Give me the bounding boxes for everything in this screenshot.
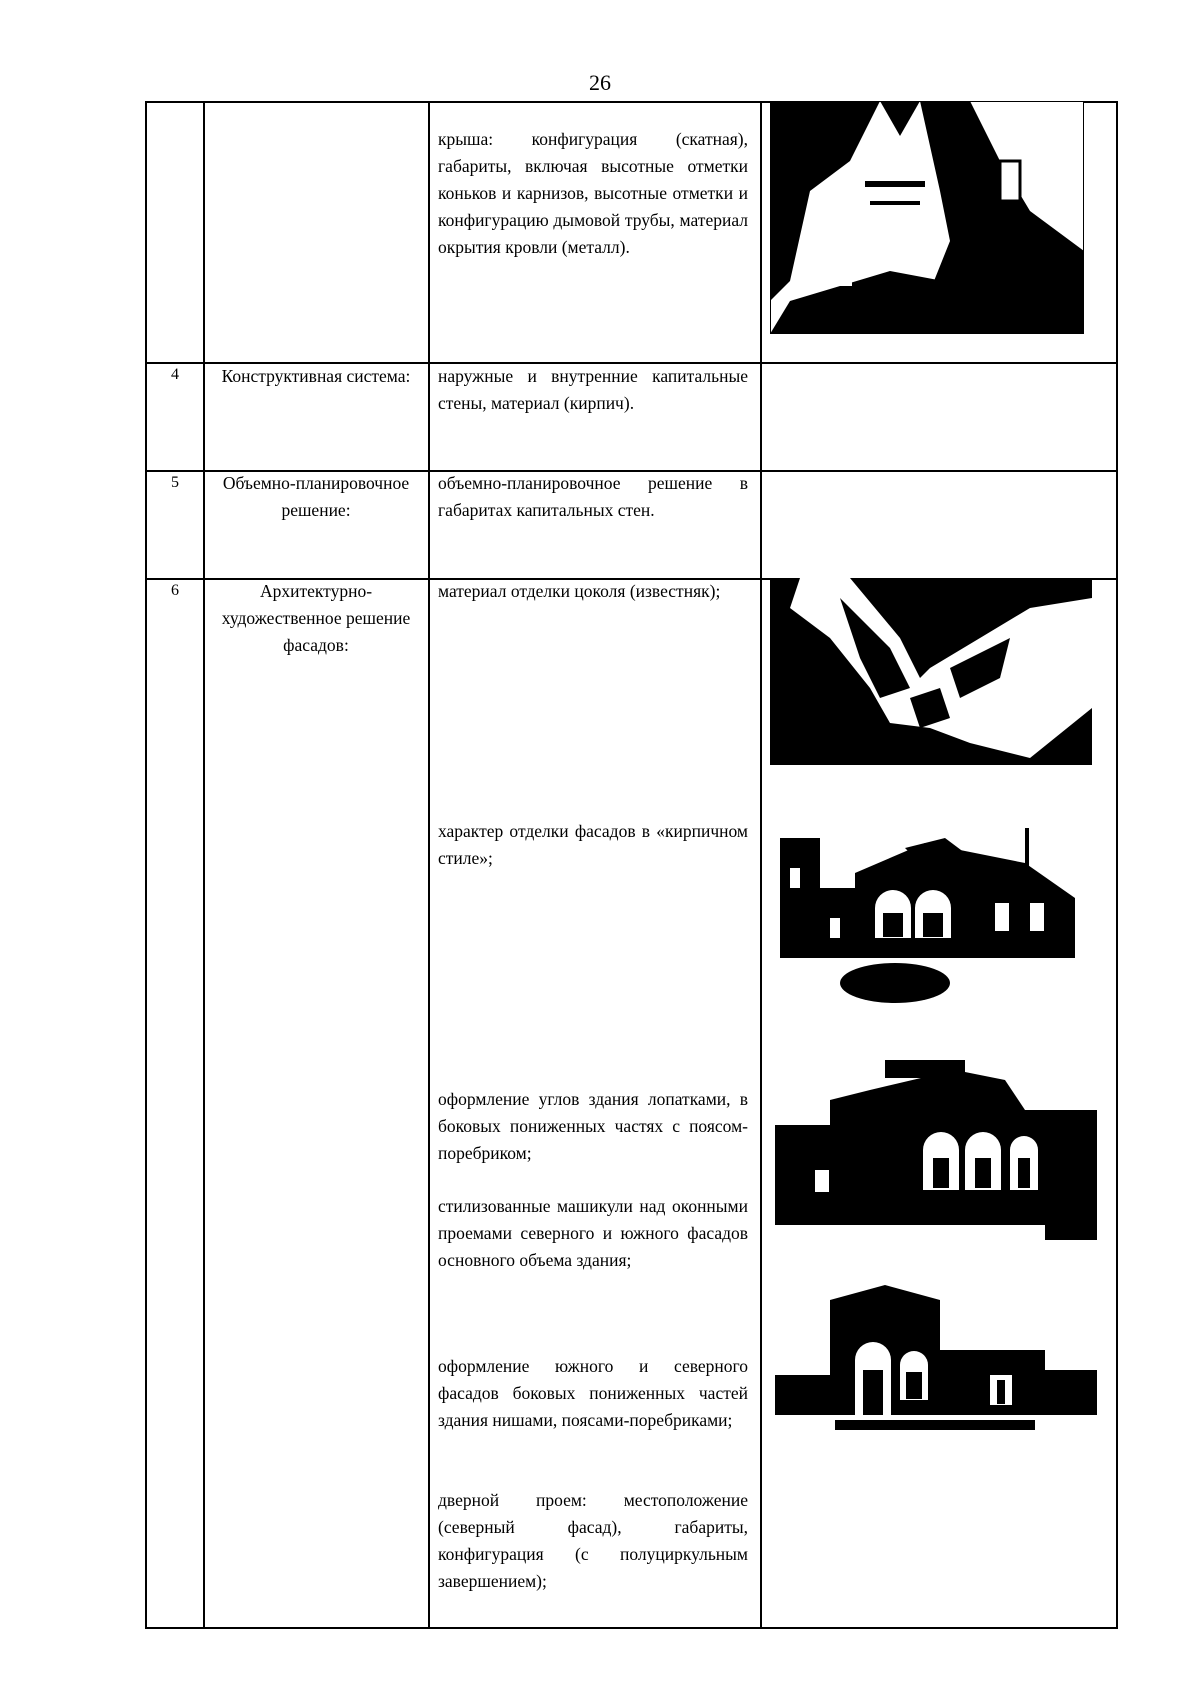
- row-description: оформление углов здания лопатками, в боковых пониженных частях с поясом-поребриком;: [438, 1089, 748, 1163]
- row-number: 4: [171, 366, 179, 383]
- row-name: Объемно-планировочное решение:: [222, 473, 410, 520]
- row-name: Архитектурно-художественное решение фасадов:: [221, 581, 411, 655]
- facade-south-photo-icon: [775, 1280, 1097, 1445]
- plinth-photo-icon: [770, 578, 1092, 765]
- row-description: оформление южного и северного фасадов боковых пониженных частей здания нишами, поясами-поребриками;: [438, 1356, 748, 1430]
- table-border-right: [1116, 101, 1118, 1629]
- row-description: характер отделки фасадов в «кирпичном стиле»;: [438, 821, 748, 868]
- roof-photo-icon: [770, 101, 1084, 334]
- table-border-left: [145, 101, 147, 1629]
- column-divider: [428, 101, 430, 1629]
- row-description: дверной проем: местоположение (северный фасад), габариты, конфигурация (с полуциркульным завершением);: [438, 1490, 748, 1591]
- row-number: 5: [171, 474, 179, 491]
- row-description: материал отделки цоколя (известняк);: [438, 581, 721, 601]
- facade-arched-windows-photo-icon: [775, 1050, 1097, 1240]
- row-number: 6: [171, 582, 179, 599]
- column-divider: [760, 101, 762, 1629]
- page-number: 26: [589, 70, 611, 95]
- row-description: стилизованные машикули над оконными проемами северного и южного фасадов основного объема здания;: [438, 1196, 748, 1270]
- table-border-bottom: [145, 1627, 1118, 1629]
- column-divider: [203, 101, 205, 1629]
- row-name: Конструктивная система:: [221, 366, 411, 386]
- facade-brick-photo-icon: [775, 808, 1097, 1005]
- row-description: крыша: конфигурация (скатная), габариты, включая высотные отметки коньков и карнизов, высотные отметки и конфигурацию дымовой трубы, материал окрытия кровли (металл).: [438, 129, 748, 257]
- row-description: наружные и внутренние капитальные стены, материал (кирпич).: [438, 366, 748, 413]
- row-description: объемно-планировочное решение в габаритах капитальных стен.: [438, 473, 748, 520]
